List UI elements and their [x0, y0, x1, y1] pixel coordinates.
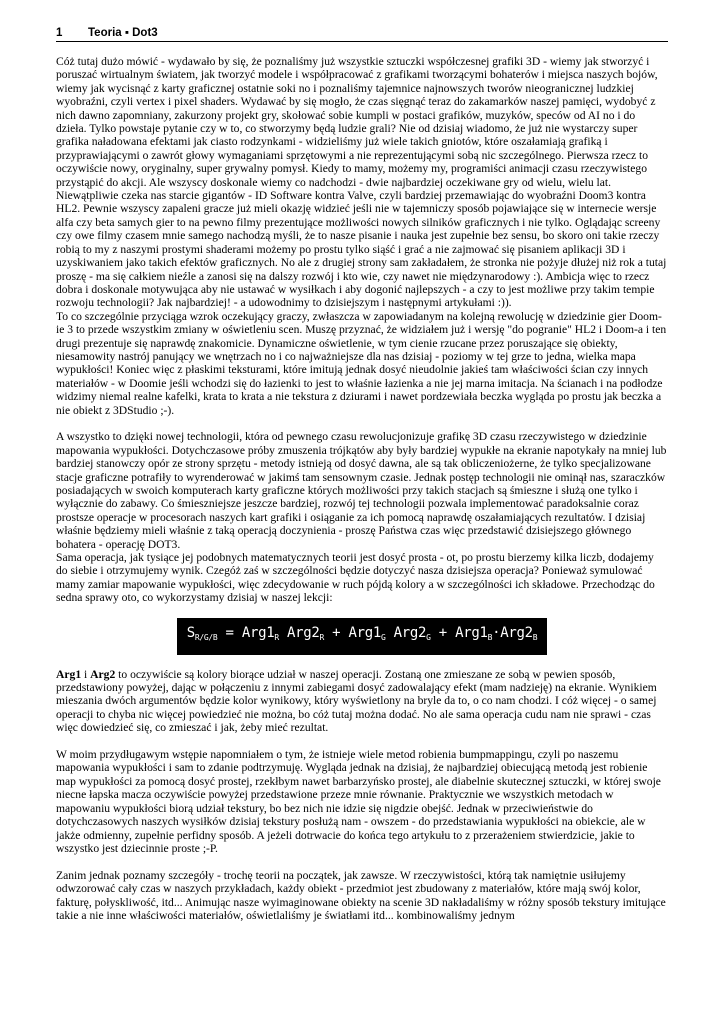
formula-sub-g: G — [380, 632, 386, 642]
formula-sub-b: B — [487, 632, 493, 642]
formula-sub-g2: G — [426, 632, 431, 642]
paragraph-theory: Zanim jednak poznamy szczegóły - trochę teorii na początek, jak zawsze. W rzeczywistości, którą tak namiętnie usiłujemy odwzorować cały czas w naszych przykładach, każdy obiekt - przedmiot jest zbudowany z materiałów, które mają swój kolor, fakturę, połyskliwość, itd... Animując nasze wyimaginowane obiekty na scenie 3D nakładaliśmy w różny sposób tekstury imitujące takie a nie inne właściwości materiałów, oświetlaliśmy je światłami itd... kombinowaliśmy jednym — [56, 868, 666, 922]
conjunction: i — [81, 667, 91, 681]
paragraph-doom3: To co szczególnie przyciąga wzrok oczekujący graczy, zwłaszcza w zapowiadanym na kolejną rewolucję w dziedzinie gier Doom-ie 3 to przede wszystkim zmiany w oświetleniu scen. Muszę przyznać, że widziałem już i wersję "do pogranie" HL2 i Doom-a i ten drugi prezentuje się naprawdę znakomicie. Dynamiczne oświetlenie, w tym cienie rzucane przez poruszające się obiekty, niesamowity nastrój panujący we wnętrzach no i co najważniejsze dla nas dzisiaj - poziomy w tej grze to jedna, wielka mapa wypukłości! Koniec więc z płaskimi teksturami, które imitują jednak dosyć nieudolnie jakieś tam właściwości ścian czy innych materiałów - w Doomie jeśli wchodzi się do łazienki to jest to właśnie łazienka a nie jej marna imitacja. Na ścianach i na podłodze widzimy niemal realne kafelki, krata to krata a nie tekstura z dziurami i nawet pordzewiała beczka wygląda po prostu jak beczka a nie obiekt z 3DStudio ;-). — [56, 309, 667, 417]
article-body — [56, 55, 668, 922]
paragraph-operation: Sama operacja, jak tysiące jej podobnych matematycznych teorii jest dosyć prosta - ot, po prostu bierzemy kilka liczb, dodajemy do siebie i otrzymujemy wynik. Czegóż zaś w szczególności będzie dotyczyć nasza dzisiejsza operacja? Ponieważ symulować mamy zamiar mapowanie wypukłości, więc zdecydowanie w ruch pójdą kolory a w szczególności ich składowe. Przechodząc do sedna sprawy oto, co wykorzystamy dzisiaj w naszej lekcji: — [56, 551, 655, 605]
formula-block — [56, 618, 668, 655]
page-number: 1 — [56, 27, 63, 39]
formula-arg1-r: Arg1 — [241, 624, 275, 641]
formula-arg2-b: Arg2 — [500, 624, 533, 641]
formula-arg2-r: Arg2 — [287, 624, 320, 641]
term-arg1: Arg1 — [56, 667, 82, 681]
paragraph-args-text: to oczywiście są kolory biorące udział w naszej operacji. Zostaną one zmieszane ze sobą w pewien sposób, przedstawiony powyżej, dając w połączeniu z innymi zabiegami dosyć zadowalający efekt (mam nadzieję) na ekranie. Wynikiem mieszania dwóch argumentów będzie kolor wynikowy, który wyświetlony na bryle da to, o co nam chodzi. I cóż więcej - o samej operacji to chyba nic więcej powiedzieć nie można, bo cóż tutaj można dodać. No ale sama operacja cudu nam nie sprawi - czas więc dowiedzieć się, co zmieszać i jak, żeby mieć rezultat. — [56, 667, 657, 735]
page-header — [56, 27, 668, 42]
formula-plus-2: + — [430, 624, 456, 641]
formula-plus: + — [324, 624, 349, 641]
formula-arg2-g: Arg2 — [393, 624, 427, 641]
formula-arg1-g: Arg1 — [348, 624, 381, 641]
term-arg2: Arg2 — [90, 667, 116, 681]
paragraph-bumpmapping: W moim przydługawym wstępie napomniałem o tym, że istnieje wiele metod robienia bumpmappingu, czyli po naszemu mapowania wypukłości i sam to zdanie podtrzymuję. Wygląda jednak na dzisiaj, że najbardziej obiecującą metodą jest robienie map wypukłości za pomocą dosyć prostej, rzekłbym nawet barbarzyńsko prostej, ale diabelnie skutecznej sztuczki, w której swoje niecne łapska macza oczywiście powyżej przedstawione przeze mnie równanie. Praktycznie we wszystkich metodach w mapowaniu wypukłości biorą udział tekstury, bo bez nich nie idzie się nigdzie obejść. Jednak w przeciwieństwie do dotychczasowych naszych wysiłków dzisiaj tekstury posłużą nam - owszem - do przedstawiania wypukłości na obiekcie, ale w jakże odmienny, zupełnie perfidny sposób. A jeżeli dotrwacie do końca tego artykułu to z przerażeniem stwierdzicie, jakie to wszystko jest dziecinnie proste ;-P. — [56, 748, 661, 855]
formula-sub-r2: R — [319, 632, 325, 642]
formula-arg1-b: Arg1 — [455, 624, 488, 641]
dot3-formula — [177, 618, 548, 655]
formula-sub-b2: B — [532, 632, 538, 642]
paragraph-args — [56, 668, 668, 735]
formula-sub-r: R — [274, 632, 279, 642]
paragraph-technology: A wszystko to dzięki nowej technologii, która od pewnego czasu rewolucjonizuje grafikę 3D czasu rzeczywistego w dziedzinie mapowania wypukłości. Dotychczasowe próby zmuszenia trójkątów aby były bardziej wypukłe na ekranie napotykały na mniej lub bardziej stanowczy opór ze strony sprzętu - metody istnieją od dosyć dawna, ale są tak obliczeniożerne, że tylko specjalizowane stacje graficzne potrafiły to wyrenderować w jakimś tam sensownym czasie. Jednak postęp technologii nie ominął nas, szaraczków posiadających w swoich komputerach karty graficzne których możliwości przy takich stacjach są śmieszne i służą one tylko i wyłącznie do zabawy. Co śmieszniejsze jeszcze bardziej, rozwój tej technologii pozwala implementować paradoksalnie coraz prostsze operacje w procesorach naszych kart grafiki i osiąganie za ich pomocą naprawdę oszałamiających rezultatów. I dzisiaj właśnie będziemy mieli właśnie z taką operacją doczynienia - proszę Państwa czas więc przedstawić dzisiejszego głównego bohatera - operację DOT3. — [56, 430, 667, 551]
formula-result-subscript: R/G/B — [194, 632, 218, 642]
formula-equals: = — [217, 624, 242, 641]
formula-dot: · — [492, 624, 501, 641]
paragraph-intro: Cóż tutaj dużo mówić - wydawało by się, że poznaliśmy już wszystkie sztuczki współczesnej grafiki 3D - wiemy jak stworzyć i poruszać wirtualnym światem, jak tworzyć modele i współpracować z grafikami tworzącymi bohaterów i miejsca naszych bojów, wiemy jak wycisnąć z karty graficznej ostatnie soki no i poznaliśmy tajemnice najnowszych tworów nieogranicznej ludzkiej wyobraźni, czyli vertex i pixel shaders. Wydawać by się mogło, że czas sięgnąć teraz do zakamarków naszej pamięci, wydobyć z nich dawno zapomniany, zakurzony projekt gry, skołować sobie kumpli w postaci grafików, muzyków, speców od AI no i do dzieła. Tylko powstaje pytanie czy w to, co stworzymy będą ludzie grali? Nie od dzisiaj wiadomo, że już nie wystarczy super grafika naładowana efektami jak ciasto rodzynkami - widzieliśmy już wiele takich gniotów, które oszałamiają grafiką i przyprawiającymi o zawrót głowy wymaganiami sprzętowymi a nie reprezentującymi sobą nic szczególnego. Pierwsza rzecz to oczywiście nowy, oryginalny, super grywalny pomysł. Kiedy to mamy, możemy my, programiści animacji czasu rzeczywistego przystąpić do akcji. Ale wszyscy doskonale wiemy co nadchodzi - dwie najbardziej oczekiwane gry od wielu, wielu lat. Niewątpliwie czeka nas starcie gigantów - ID Software kontra Valve, czyli bardziej przemawiając do wyobraźni Doom3 kontra HL2. Pewnie wszyscy zapaleni gracze już mieli okazję widzieć jeśli nie w tajemniczy sposób pojawiające się w internecie wersje alfa czy beta samych gier to na pewno filmy prezentujące możliwości nowych silników graficznych i nie tylko. Oglądając screeny czy owe filmy czasem mnie samego nachodzą myśli, że to nasze pisanie i nauka jest zupełnie bez sensu, bo skoro oni takie rzeczy robią to my z naszymi prostymi shaderami możemy po prostu tylko siąść i grać a nie zajmować się pisaniem aplikacji 3D i uzyskiwaniem jako takich efektów graficznych. No ale z drugiej strony sam zakładałem, że stronka nie pożyje dłużej niż rok a tutaj proszę - ma się całkiem nieźle a zanosi się na dalszy rozwój i kto wie, czy nawet nie międzynarodowy :). Ambicja więc to rzecz dobra i doskonale motywująca aby nie ustawać w wysiłkach i aby dogonić najlepszych - a czy to jest możliwe przy takim tempie rozwoju technologii? Jak najbardziej! - a udowodnimy to dzisiejszym i następnymi artykułami :)). — [56, 55, 667, 310]
formula-result: S — [186, 624, 195, 641]
header-title: Teoria ▪ Dot3 — [88, 27, 158, 39]
